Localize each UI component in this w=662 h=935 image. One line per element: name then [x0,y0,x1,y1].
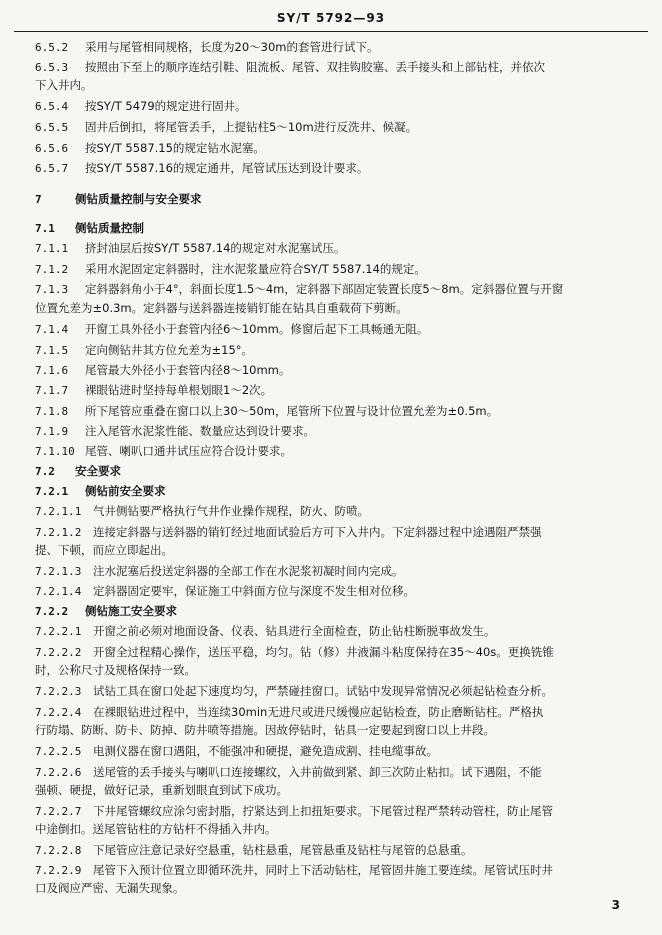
clause-continuation [35,76,647,94]
clause-text: 注水泥塞后投送定斜器的全部工作在水泥浆初凝时间内完成。 [93,564,404,578]
clause-number: 7.2.1.2 [35,526,82,539]
clause-text: 定向侧钻井其方位允差为±15°。 [85,343,254,357]
clause-text: 试钻工具在窗口处起下速度均匀，严禁碰挂窗口。试钻中发现异常情况必须起钻检查分析。 [93,684,553,698]
clause-text: 强顿、硬提，做好记录，重新划眼直到试下成功。 [35,783,288,797]
header-rule [14,31,648,32]
clause-line [35,97,647,116]
clause-line [35,402,647,421]
subsection-title: 侧钻质量控制 [75,221,144,235]
clause-line [35,682,647,701]
clause-continuation [35,781,647,799]
clause-continuation [35,721,647,739]
clause-text: 尾管最大外径小于套管内径8～10mm。 [85,363,291,377]
clause-line [35,582,647,601]
subsection-number: 7.2 [35,465,55,478]
clause-number: 7.2.2.9 [35,864,82,877]
clause-text: 所下尾管应重叠在窗口以上30～50m，尾管所下位置与设计位置允差为±0.5m。 [85,404,499,418]
clause-number: 6.5.5 [35,121,69,134]
clause-number: 7.2.1.3 [35,565,82,578]
clause-line [35,58,647,77]
clause-line [35,361,647,380]
clause-number: 7.2.2.3 [35,685,82,698]
clause-text: 按SY/T 5479的规定进行固井。 [85,99,247,113]
clause-line [35,562,647,581]
clause-text: 开窗工具外径小于套管内径6～10mm。修窗后起下工具畅通无阻。 [85,322,429,336]
clause-line [35,861,647,880]
clause-line [35,118,647,137]
clause-number: 6.5.2 [35,41,69,54]
standard-code-header: SY/T 5792—93 [276,11,386,25]
subsection-title: 安全要求 [75,464,121,478]
section-number: 7 [35,193,42,206]
subsection-number: 7.2.2 [35,605,69,618]
clause-text: 采用与尾管相同规格，长度为20～30m的套管进行试下。 [85,40,379,54]
section-heading [35,190,647,209]
clause-number: 7.1.2 [35,263,69,276]
clause-number: 7.1.8 [35,405,69,418]
clause-text: 开窗全过程精心操作，送压平稳，均匀。钻（修）井液漏斗粘度保持在35～40s。更换铣锥 [93,645,554,659]
clause-number: 7.1.7 [35,384,69,397]
clause-text: 气井侧钻要严格执行气井作业操作规程，防火、防喷。 [93,504,369,518]
clause-text: 裸眼钻进时坚持每单根划眼1～2次。 [85,383,273,397]
clause-line [35,502,647,521]
clause-text: 提、下顿，而应立即起出。 [35,543,173,557]
clause-text: 下尾管应注意记录好空悬重，钻柱悬重，尾管悬重及钻柱与尾管的总悬重。 [93,843,473,857]
clause-line [35,643,647,662]
clause-text: 固井后倒扣，将尾管丢手，上提钻柱5～10m进行反洗井、候凝。 [85,120,418,134]
clause-continuation [35,820,647,838]
clause-text: 定斜器固定要牢，保证施工中斜面方位与深度不发生相对位移。 [93,584,415,598]
clause-number: 7.2.2.8 [35,844,82,857]
clause-text: 口及阀应严密、无漏失现象。 [35,881,185,895]
clause-number: 7.1.10 [35,445,75,458]
clause-line [35,442,647,461]
clause-text: 按SY/T 5587.15的规定钻水泥塞。 [85,141,265,155]
clause-continuation [35,879,647,897]
clause-text: 位置允差为±0.3m。定斜器与送斜器连接销钉能在钻具自重载荷下剪断。 [35,301,408,315]
clause-number: 7.1.4 [35,323,69,336]
clause-number: 6.5.7 [35,162,69,175]
clause-number: 7.2.2.4 [35,706,82,719]
clause-text: 注入尾管水泥浆性能、数量应达到设计要求。 [85,424,315,438]
clause-text: 尾管、喇叭口通井试压应符合设计要求。 [85,444,292,458]
clause-number: 6.5.6 [35,142,69,155]
clause-number: 7.1.5 [35,344,69,357]
clause-line [35,622,647,641]
clause-number: 7.2.2.1 [35,625,82,638]
clause-line [35,422,647,441]
clause-line [35,341,647,360]
clause-continuation [35,661,647,679]
clause-text: 送尾管的丢手接头与喇叭口连接螺纹，入井前做到紧、卸三次防止粘扣。试下遇阻，不能 [93,765,542,779]
subsection-number: 7.2.1 [35,485,69,498]
subsection-heading [35,462,647,481]
clause-number: 7.2.2.2 [35,646,82,659]
clause-line [35,280,647,299]
clause-number: 7.1.9 [35,425,69,438]
section-title: 侧钻质量控制与安全要求 [75,192,202,206]
subsection-heading [35,602,647,621]
clause-number: 7.2.2.7 [35,805,82,818]
clause-line [35,159,647,178]
clause-line [35,742,647,761]
clause-line [35,523,647,542]
clause-text: 行防塌、防断、防卡、防掉、防井喷等措施。因故停钻时，钻具一定要起到窗口以上井段。 [35,723,495,737]
subsection-title: 侧钻前安全要求 [85,484,166,498]
clause-line [35,841,647,860]
clause-line [35,239,647,258]
clause-text: 时，公称尺寸及规格保持一致。 [35,663,196,677]
subsection-title: 侧钻施工安全要求 [85,604,177,618]
clause-line [35,139,647,158]
subsection-number: 7.1 [35,222,55,235]
clause-number: 7.1.1 [35,242,69,255]
clause-line [35,260,647,279]
clause-text: 中途倒扣。送尾管钻柱的方钻杆不得插入井内。 [35,822,277,836]
clause-text: 连接定斜器与送斜器的销钉经过地面试验后方可下入井内。下定斜器过程中途遇阻严禁强 [93,525,542,539]
clause-number: 7.2.1.1 [35,505,82,518]
clause-text: 下井尾管螺纹应涂匀密封脂，拧紧达到上扣扭矩要求。下尾管过程严禁转动管柱，防止尾管 [93,804,553,818]
clause-number: 6.5.4 [35,100,69,113]
clause-number: 7.1.6 [35,364,69,377]
clause-text: 按SY/T 5587.16的规定通井，尾管试压达到设计要求。 [85,161,369,175]
clause-text: 电测仪器在窗口遇阻，不能强冲和硬提，避免造成割、挂电缆事故。 [93,744,438,758]
clause-line [35,320,647,339]
clause-number: 6.5.3 [35,61,69,74]
subsection-heading [35,219,647,238]
clause-number: 7.2.2.6 [35,766,82,779]
clause-text: 定斜器斜角小于4°，斜面长度1.5～4m，定斜器下部固定装置长度5～8m。定斜器位置与开窗 [85,282,564,296]
clause-text: 采用水泥固定定斜器时，注水泥浆量应符合SY/T 5587.14的规定。 [85,262,426,276]
clause-text: 尾管下入预计位置立即循环洗井，同时上下活动钻柱，尾管固井施工要连续。尾管试压时井 [93,863,553,877]
clause-text: 下入井内。 [35,78,93,92]
clause-number: 7.2.2.5 [35,745,82,758]
clause-line [35,802,647,821]
clause-continuation [35,299,647,317]
clause-number: 7.1.3 [35,283,69,296]
clause-line [35,38,647,57]
clause-text: 开窗之前必须对地面设备、仪表、钻具进行全面检查，防止钻柱断脱事故发生。 [93,624,496,638]
clause-text: 挤封油层后按SY/T 5587.14的规定对水泥塞试压。 [85,241,346,255]
page-number: 3 [611,898,620,912]
clause-continuation [35,541,647,559]
clause-number: 7.2.1.4 [35,585,82,598]
clause-line [35,703,647,722]
subsection-heading [35,482,647,501]
clause-text: 在裸眼钻进过程中，当连续30min无进尺或进尺缓慢应起钻检查，防止磨断钻柱。严格执 [93,705,544,719]
clause-text: 按照由下至上的顺序连结引鞋、阻流板、尾管、双挂钩胶塞、丢手接头和上部钻柱，并依次 [85,60,545,74]
clause-line [35,381,647,400]
clause-line [35,763,647,782]
